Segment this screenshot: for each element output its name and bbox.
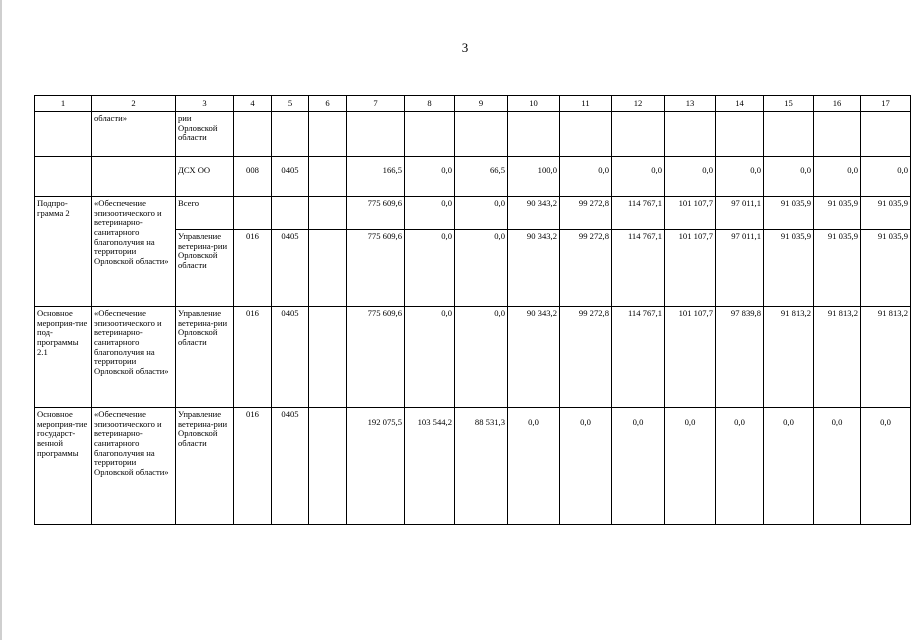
header-cell: 5 bbox=[272, 96, 309, 112]
executor-cell: Всего bbox=[176, 197, 234, 230]
value-cell: 0,0 bbox=[814, 408, 861, 525]
csr-cell bbox=[309, 197, 347, 230]
value-cell: 90 343,2 bbox=[508, 307, 560, 408]
csr-cell bbox=[309, 230, 347, 307]
value-cell bbox=[612, 112, 665, 157]
status-cell bbox=[35, 157, 92, 197]
value-cell bbox=[861, 112, 911, 157]
value-cell: 166,5 bbox=[347, 157, 405, 197]
value-cell: 775 609,6 bbox=[347, 230, 405, 307]
value-cell: 114 767,1 bbox=[612, 307, 665, 408]
name-cell: «Обеспечение эпизоотического и ветеринарно-санитарного благополучия на территории Орловской области» bbox=[92, 307, 176, 408]
value-cell: 91 035,9 bbox=[814, 230, 861, 307]
rz-cell: 0405 bbox=[272, 157, 309, 197]
grbs-cell: 008 bbox=[234, 157, 272, 197]
value-cell: 99 272,8 bbox=[560, 307, 612, 408]
value-cell: 90 343,2 bbox=[508, 197, 560, 230]
value-cell: 91 035,9 bbox=[764, 197, 814, 230]
csr-cell bbox=[309, 307, 347, 408]
value-cell: 91 813,2 bbox=[814, 307, 861, 408]
table-row bbox=[35, 157, 911, 197]
value-cell: 97 011,1 bbox=[716, 230, 764, 307]
executor-cell: рии Орловской области bbox=[176, 112, 234, 157]
value-cell bbox=[405, 112, 455, 157]
rz-cell: 0405 bbox=[272, 230, 309, 307]
table-row bbox=[35, 197, 911, 230]
value-cell: 0,0 bbox=[455, 230, 508, 307]
name-cell: области» bbox=[92, 112, 176, 157]
value-cell: 91 035,9 bbox=[814, 197, 861, 230]
table-row bbox=[35, 112, 911, 157]
grbs-cell bbox=[234, 112, 272, 157]
value-cell: 103 544,2 bbox=[405, 408, 455, 525]
header-cell: 16 bbox=[814, 96, 861, 112]
value-cell: 0,0 bbox=[405, 157, 455, 197]
status-cell: Основное мероприя-тие под-программы 2.1 bbox=[35, 307, 92, 408]
value-cell bbox=[665, 112, 716, 157]
table-row bbox=[35, 307, 911, 408]
value-cell: 775 609,6 bbox=[347, 197, 405, 230]
value-cell: 0,0 bbox=[716, 408, 764, 525]
value-cell bbox=[455, 112, 508, 157]
header-cell: 6 bbox=[309, 96, 347, 112]
value-cell: 0,0 bbox=[612, 408, 665, 525]
csr-cell bbox=[309, 408, 347, 525]
value-cell: 114 767,1 bbox=[612, 230, 665, 307]
value-cell bbox=[764, 112, 814, 157]
name-cell bbox=[92, 157, 176, 197]
value-cell: 0,0 bbox=[508, 408, 560, 525]
table-header-row bbox=[35, 96, 911, 112]
rz-cell bbox=[272, 112, 309, 157]
value-cell: 0,0 bbox=[716, 157, 764, 197]
executor-cell: Управление ветерина-рии Орловской области bbox=[176, 307, 234, 408]
value-cell: 0,0 bbox=[861, 408, 911, 525]
header-cell: 11 bbox=[560, 96, 612, 112]
value-cell: 88 531,3 bbox=[455, 408, 508, 525]
value-cell: 0,0 bbox=[405, 197, 455, 230]
value-cell: 0,0 bbox=[455, 197, 508, 230]
value-cell: 97 839,8 bbox=[716, 307, 764, 408]
table-row bbox=[35, 408, 911, 525]
value-cell: 91 035,9 bbox=[861, 230, 911, 307]
value-cell: 0,0 bbox=[764, 408, 814, 525]
value-cell: 101 107,7 bbox=[665, 307, 716, 408]
header-cell: 12 bbox=[612, 96, 665, 112]
value-cell: 97 011,1 bbox=[716, 197, 764, 230]
value-cell: 0,0 bbox=[814, 157, 861, 197]
rz-cell bbox=[272, 197, 309, 230]
page-number: 3 bbox=[461, 40, 469, 55]
status-cell bbox=[35, 112, 92, 157]
value-cell bbox=[560, 112, 612, 157]
header-cell: 4 bbox=[234, 96, 272, 112]
value-cell: 0,0 bbox=[405, 307, 455, 408]
header-cell: 15 bbox=[764, 96, 814, 112]
value-cell bbox=[508, 112, 560, 157]
value-cell: 99 272,8 bbox=[560, 197, 612, 230]
value-cell: 91 035,9 bbox=[861, 197, 911, 230]
header-cell: 13 bbox=[665, 96, 716, 112]
value-cell: 0,0 bbox=[560, 157, 612, 197]
value-cell: 99 272,8 bbox=[560, 230, 612, 307]
value-cell: 114 767,1 bbox=[612, 197, 665, 230]
page-edge bbox=[0, 0, 2, 640]
status-cell: Подпро-грамма 2 bbox=[35, 197, 92, 307]
executor-cell: ДСХ ОО bbox=[176, 157, 234, 197]
executor-cell: Управление ветерина-рии Орловской области bbox=[176, 230, 234, 307]
value-cell: 90 343,2 bbox=[508, 230, 560, 307]
budget-table bbox=[34, 95, 911, 525]
header-cell: 14 bbox=[716, 96, 764, 112]
grbs-cell bbox=[234, 197, 272, 230]
status-cell: Основное мероприя-тие государст-венной программы bbox=[35, 408, 92, 525]
header-cell: 17 bbox=[861, 96, 911, 112]
header-cell: 1 bbox=[35, 96, 92, 112]
value-cell: 0,0 bbox=[405, 230, 455, 307]
rz-cell: 0405 bbox=[272, 408, 309, 525]
header-cell: 9 bbox=[455, 96, 508, 112]
value-cell: 0,0 bbox=[612, 157, 665, 197]
header-cell: 3 bbox=[176, 96, 234, 112]
value-cell: 0,0 bbox=[560, 408, 612, 525]
value-cell: 66,5 bbox=[455, 157, 508, 197]
executor-cell: Управление ветерина-рии Орловской области bbox=[176, 408, 234, 525]
header-cell: 10 bbox=[508, 96, 560, 112]
csr-cell bbox=[309, 112, 347, 157]
header-cell: 7 bbox=[347, 96, 405, 112]
value-cell: 0,0 bbox=[861, 157, 911, 197]
csr-cell bbox=[309, 157, 347, 197]
grbs-cell: 016 bbox=[234, 408, 272, 525]
value-cell bbox=[716, 112, 764, 157]
value-cell: 100,0 bbox=[508, 157, 560, 197]
value-cell: 91 813,2 bbox=[861, 307, 911, 408]
value-cell: 91 035,9 bbox=[764, 230, 814, 307]
grbs-cell: 016 bbox=[234, 307, 272, 408]
value-cell bbox=[814, 112, 861, 157]
value-cell: 101 107,7 bbox=[665, 197, 716, 230]
name-cell: «Обеспечение эпизоотического и ветеринарно-санитарного благополучия на территории Орловской области» bbox=[92, 408, 176, 525]
header-cell: 8 bbox=[405, 96, 455, 112]
value-cell bbox=[347, 112, 405, 157]
grbs-cell: 016 bbox=[234, 230, 272, 307]
value-cell: 192 075,5 bbox=[347, 408, 405, 525]
header-cell: 2 bbox=[92, 96, 176, 112]
value-cell: 91 813,2 bbox=[764, 307, 814, 408]
value-cell: 0,0 bbox=[764, 157, 814, 197]
rz-cell: 0405 bbox=[272, 307, 309, 408]
value-cell: 0,0 bbox=[455, 307, 508, 408]
value-cell: 101 107,7 bbox=[665, 230, 716, 307]
value-cell: 0,0 bbox=[665, 408, 716, 525]
value-cell: 775 609,6 bbox=[347, 307, 405, 408]
name-cell: «Обеспечение эпизоотического и ветеринарно-санитарного благополучия на территории Орловской области» bbox=[92, 197, 176, 307]
value-cell: 0,0 bbox=[665, 157, 716, 197]
